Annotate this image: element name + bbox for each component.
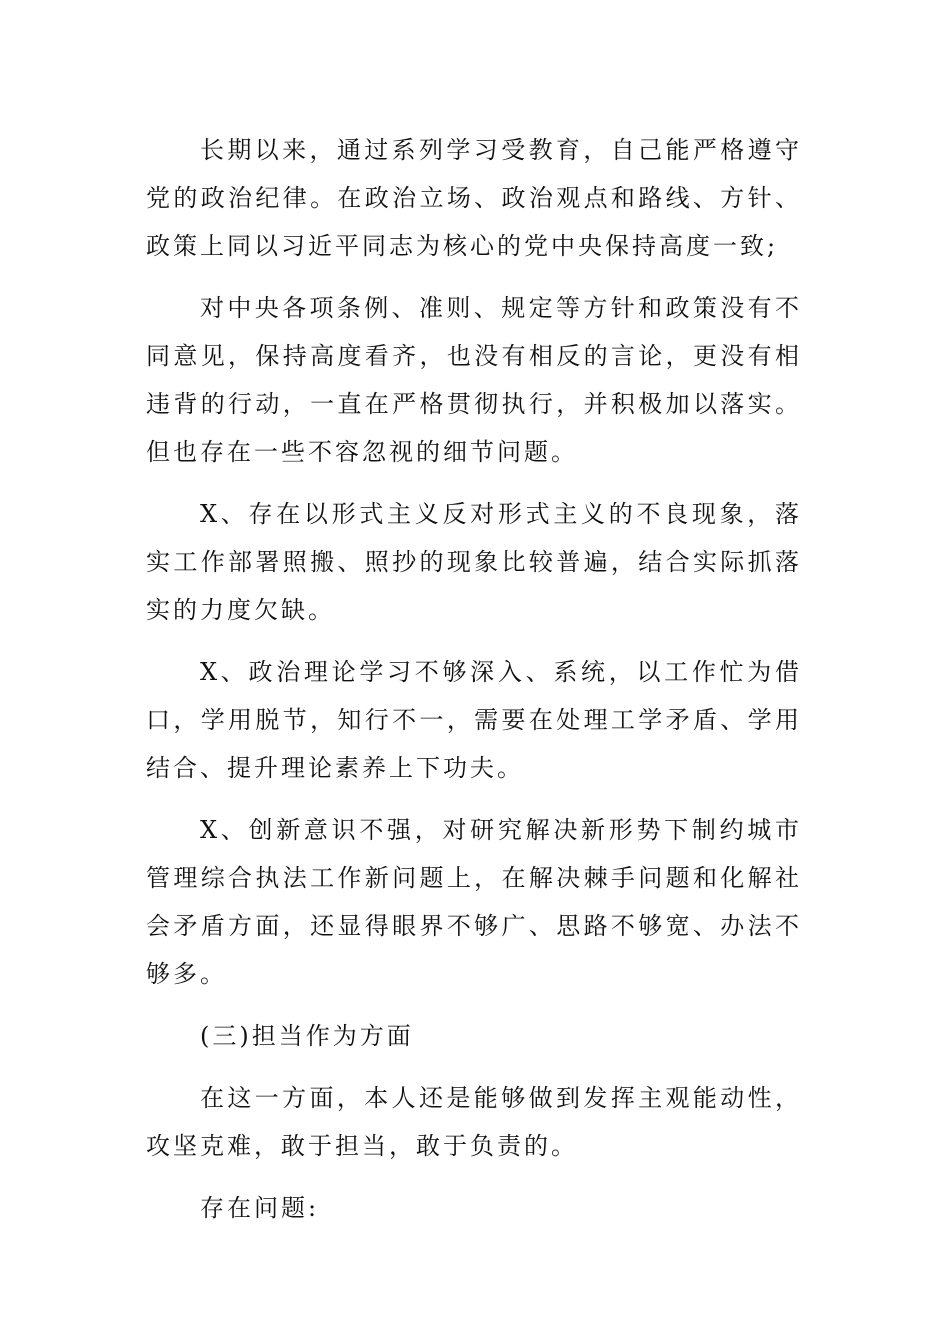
paragraph-responsibility-summary: 在这一方面，本人还是能够做到发挥主观能动性，攻坚克难，敢于担当，敢于负责的。 bbox=[146, 1084, 802, 1160]
paragraph-political-discipline: 长期以来，通过系列学习受教育，自己能严格遵守党的政治纪律。在政治立场、政治观点和路线、方针、政策上同以习近平同志为核心的党中央保持高度一致; bbox=[146, 136, 802, 260]
document-body bbox=[146, 126, 802, 1246]
paragraph-existing-problems: 存在问题: bbox=[200, 1194, 320, 1222]
section-heading-responsibility: (三)担当作为方面 bbox=[200, 1022, 414, 1050]
paragraph-theory-study-issue: X、政治理论学习不够深入、系统，以工作忙为借口，学用脱节，知行不一，需要在处理工学矛盾、学用结合、提升理论素养上下功夫。 bbox=[146, 658, 802, 782]
paragraph-innovation-issue: X、创新意识不强，对研究解决新形势下制约城市管理综合执法工作新问题上，在解决棘手问题和化解社会矛盾方面，还显得眼界不够广、思路不够宽、办法不够多。 bbox=[146, 816, 802, 988]
paragraph-formalism-issue: X、存在以形式主义反对形式主义的不良现象，落实工作部署照搬、照抄的现象比较普遍，结合实际抓落实的力度欠缺。 bbox=[146, 500, 802, 624]
paragraph-central-regulations: 对中央各项条例、准则、规定等方针和政策没有不同意见，保持高度看齐，也没有相反的言论，更没有相违背的行动，一直在严格贯彻执行，并积极加以落实。但也存在一些不容忽视的细节问题。 bbox=[146, 294, 802, 466]
